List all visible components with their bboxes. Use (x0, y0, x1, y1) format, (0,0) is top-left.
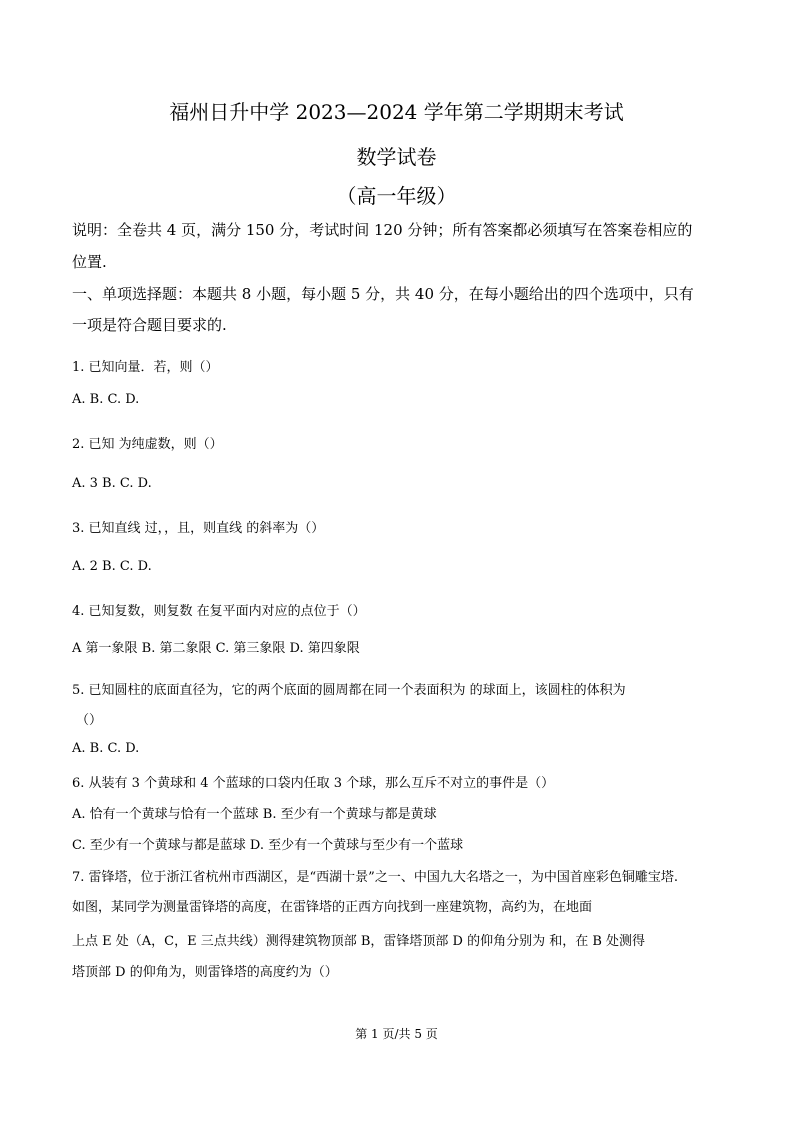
question-5-stem-line-1: 5. 已知圆柱的底面直径为，它的两个底面的圆周都在同一个表面积为 的球面上，该圆柱的体积为 (72, 683, 626, 698)
exam-subject: 数学试卷 (356, 145, 437, 169)
section-heading-line-2: 一项是符合题目要求的. (72, 316, 227, 334)
question-1-stem: 1. 已知向量．若，则（） (72, 360, 219, 375)
question-1-options: A. B. C. D. (72, 392, 140, 407)
question-3-options: A. 2 B. C. D. (72, 559, 152, 574)
page-number: 第 1 页/共 5 页 (355, 1027, 438, 1041)
question-7-line-3: 上点 E 处（A，C，E 三点共线）测得建筑物顶部 B，雷锋塔顶部 D 的仰角分别为 和，在 B 处测得 (72, 934, 646, 949)
question-7-line-1: 7. 雷锋塔，位于浙江省杭州市西湖区，是“西湖十景”之一、中国九大名塔之一，为中国首座彩色铜雕宝塔. (72, 870, 678, 885)
question-2-options: A. 3 B. C. D. (72, 476, 152, 491)
question-7-line-4: 塔顶部 D 的仰角为，则雷锋塔的高度约为（） (72, 965, 338, 980)
question-2-stem: 2. 已知 为纯虚数，则（） (72, 437, 223, 452)
question-3-stem: 3. 已知直线 过，，且，则直线 的斜率为（） (72, 521, 325, 536)
section-heading-line-1: 一、单项选择题：本题共 8 小题，每小题 5 分，共 40 分，在每小题给出的四个选项中，只有 (72, 285, 694, 303)
question-4-options: A 第一象限 B. 第二象限 C. 第三象限 D. 第四象限 (72, 641, 360, 656)
question-4-stem: 4. 已知复数，则复数 在复平面内对应的点位于（） (72, 604, 366, 619)
exam-grade: （高一年级） (336, 184, 457, 208)
exam-title: 福州日升中学 2023—2024 学年第二学期期末考试 (169, 100, 624, 124)
question-5-stem-line-2: （） (76, 713, 103, 728)
instructions-line-2: 位置. (72, 253, 107, 271)
question-5-options: A. B. C. D. (72, 741, 140, 756)
instructions-line-1: 说明：全卷共 4 页，满分 150 分，考试时间 120 分钟；所有答案都必须填写在答案卷相应的 (72, 221, 693, 239)
question-6-stem: 6. 从装有 3 个黄球和 4 个蓝球的口袋内任取 3 个球，那么互斥不对立的事件是（） (72, 776, 555, 791)
question-7-line-2: 如图，某同学为测量雷锋塔的高度，在雷锋塔的正西方向找到一座建筑物，高约为，在地面 (72, 900, 593, 915)
question-6-options-line-1: A. 恰有一个黄球与恰有一个蓝球 B. 至少有一个黄球与都是黄球 (72, 807, 437, 822)
question-6-options-line-2: C. 至少有一个黄球与都是蓝球 D. 至少有一个黄球与至少有一个蓝球 (72, 838, 464, 853)
